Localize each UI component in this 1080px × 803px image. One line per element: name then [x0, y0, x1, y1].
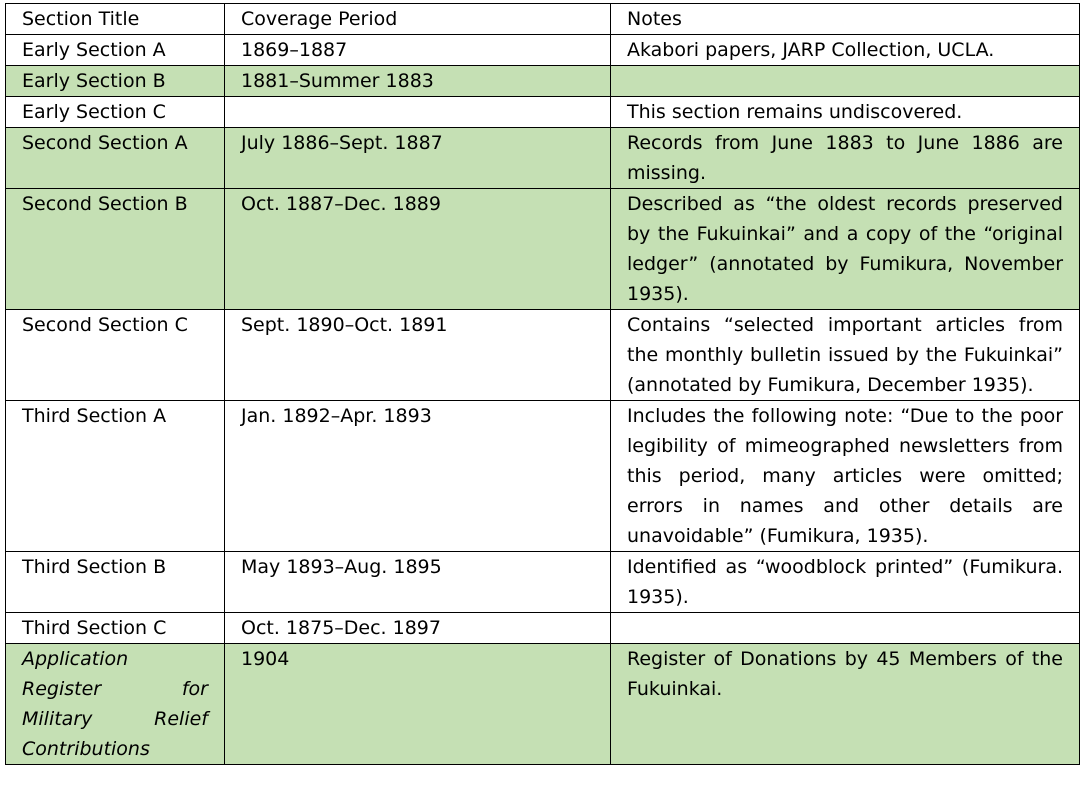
- notes-cell: Records from June 1883 to June 1886 are missing.: [611, 128, 1080, 189]
- notes-cell: Akabori papers, JARP Collection, UCLA.: [611, 35, 1080, 66]
- coverage-period-cell: 1904: [225, 644, 611, 765]
- notes-cell: This section remains undiscovered.: [611, 97, 1080, 128]
- section-title-cell: Second Section C: [6, 310, 225, 401]
- section-title-cell: Third Section C: [6, 613, 225, 644]
- section-title-cell: Application Register for Military Relief Contributions: [6, 644, 225, 765]
- section-title-cell: Second Section A: [6, 128, 225, 189]
- table-row: [6, 310, 1080, 401]
- table-row: [6, 66, 1080, 97]
- coverage-period-cell: May 1893–Aug. 1895: [225, 552, 611, 613]
- table-row: [6, 35, 1080, 66]
- table-row: [6, 613, 1080, 644]
- section-title-cell: Second Section B: [6, 189, 225, 310]
- coverage-period-cell: [225, 97, 611, 128]
- notes-cell: Contains “selected important articles from the monthly bulletin issued by the Fukuinkai” (annotated by Fumikura, December 1935).: [611, 310, 1080, 401]
- section-title-cell: Early Section B: [6, 66, 225, 97]
- coverage-period-cell: Jan. 1892–Apr. 1893: [225, 401, 611, 552]
- header-notes: Notes: [611, 4, 1080, 35]
- table-row: [6, 97, 1080, 128]
- notes-cell: [611, 66, 1080, 97]
- notes-cell: Register of Donations by 45 Members of the Fukuinkai.: [611, 644, 1080, 765]
- coverage-period-cell: July 1886–Sept. 1887: [225, 128, 611, 189]
- section-title-cell: Third Section B: [6, 552, 225, 613]
- records-table: [5, 3, 1080, 765]
- header-section-title: Section Title: [6, 4, 225, 35]
- coverage-period-cell: Sept. 1890–Oct. 1891: [225, 310, 611, 401]
- coverage-period-cell: Oct. 1875–Dec. 1897: [225, 613, 611, 644]
- notes-cell: [611, 613, 1080, 644]
- notes-cell: Identified as “woodblock printed” (Fumikura. 1935).: [611, 552, 1080, 613]
- notes-cell: Described as “the oldest records preserved by the Fukuinkai” and a copy of the “original ledger” (annotated by Fumikura, November 1935).: [611, 189, 1080, 310]
- coverage-period-cell: 1869–1887: [225, 35, 611, 66]
- header-row: [6, 4, 1080, 35]
- section-title-cell: Early Section A: [6, 35, 225, 66]
- coverage-period-cell: 1881–Summer 1883: [225, 66, 611, 97]
- notes-cell: Includes the following note: “Due to the poor legibility of mimeographed newsletters from this period, many articles were omitted; errors in names and other details are unavoidable” (Fumikura, 1935).: [611, 401, 1080, 552]
- table-row: [6, 552, 1080, 613]
- header-coverage-period: Coverage Period: [225, 4, 611, 35]
- section-title-cell: Third Section A: [6, 401, 225, 552]
- table-row: [6, 128, 1080, 189]
- table-body: [6, 35, 1080, 765]
- table-row: [6, 401, 1080, 552]
- table-row: [6, 189, 1080, 310]
- coverage-period-cell: Oct. 1887–Dec. 1889: [225, 189, 611, 310]
- table-row: [6, 644, 1080, 765]
- section-title-cell: Early Section C: [6, 97, 225, 128]
